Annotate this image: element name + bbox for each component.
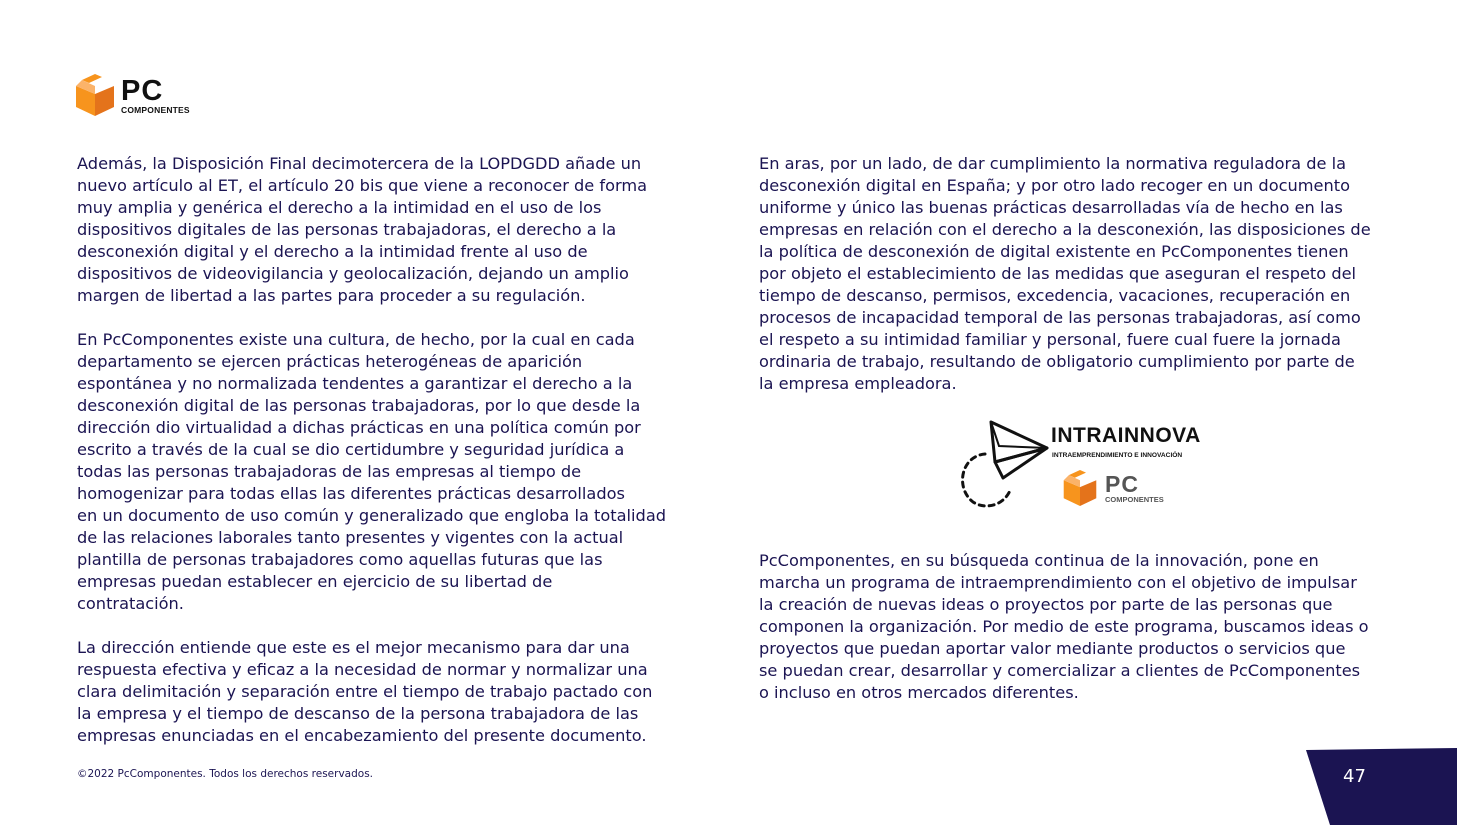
logo-brand: PC [121,75,164,107]
paragraph-intraemprendimiento: PcComponentes, en su búsqueda continua de la innovación, pone en marcha un programa de intraemprendimiento con el objetivo de impulsar la creación de nuevas ideas o proyectos por parte de las personas que componen la organización. Por medio de este programa, buscamos ideas o proyectos que puedan aportar valor mediante productos o servicios que se puedan crear, desarrollar y comercializar a clientes de PcComponentes o incluso en otros mercados diferentes. [759,551,1369,702]
intrainnova-brand: PC [1105,471,1139,497]
page-number-tab [1304,748,1457,825]
pccomponentes-box-icon [1061,470,1099,506]
intrainnova-subtitle: INTRAEMPRENDIMIENTO E INNOVACIÓN [1052,452,1183,459]
intraemprendimiento-section [759,550,1429,704]
pccomponentes-box-icon [76,74,114,116]
paragraph-direccion: La dirección entiende que este es el mejor mecanismo para dar una respuesta efectiva y eficaz a la necesidad de normar y normalizar una clara delimitación y separación entre el tiempo de trabajo pactado con la empresa y el tiempo de descanso de la persona trabajadora de las empresas enunciadas en el encabezamiento del presente documento. [77,638,653,745]
left-column [77,153,717,769]
paragraph-lopdgdd: Además, la Disposición Final decimotercera de la LOPDGDD añade un nuevo artículo al ET, el artículo 20 bis que viene a reconocer de forma muy amplia y genérica el derecho a la intimidad en el uso de los dispositivos digitales de las personas trabajadoras, el derecho a la desconexión digital y el derecho a la intimidad frente al uso de dispositivos de videovigilancia y geolocalización, dejando un amplio margen de libertad a las partes para proceder a su regulación. [77,154,648,305]
copyright-footer: ©2022 PcComponentes. Todos los derechos reservados. [77,768,373,780]
pccomponentes-logo [76,74,196,116]
intrainnova-brand-subtitle: COMPONENTES [1105,495,1164,504]
logo-subtitle: COMPONENTES [121,105,190,115]
paper-plane-icon [955,418,1055,513]
intrainnova-logo [955,418,1205,513]
right-column [759,153,1429,417]
page-number: 47 [1343,766,1366,787]
paragraph-normativa: En aras, por un lado, de dar cumplimiento la normativa reguladora de la desconexión digital en España; y por otro lado recoger en un documento uniforme y único las buenas prácticas desarrolladas vía de hecho en las empresas en relación con el derecho a la desconexión, las disposiciones de la política de desconexión de digital existente en PcComponentes tienen por objeto el establecimiento de las medidas que aseguran el respeto del tiempo de descanso, permisos, excedencia, vacaciones, recuperación en procesos de incapacidad temporal de las personas trabajadoras, así como el respeto a su intimidad familiar y personal, fuere cual fuere la jornada ordinaria de trabajo, resultando de obligatorio cumplimiento por parte de la empresa empleadora. [759,154,1371,393]
intrainnova-title: INTRAINNOVA [1051,424,1201,447]
paragraph-cultura: En PcComponentes existe una cultura, de hecho, por la cual en cada departamento se ejercen prácticas heterogéneas de aparición espontánea y no normalizada tendentes a garantizar el derecho a la desconexión digital de las personas trabajadoras, por lo que desde la dirección dio virtualidad a dichas prácticas en una política común por escrito a través de la cual se dio certidumbre y seguridad jurídica a todas las personas trabajadoras de las empresas al tiempo de homogenizar para todas ellas las diferentes prácticas desarrollados en un documento de uso común y generalizado que engloba la totalidad de las relaciones laborales tanto presentes y vigentes con la actual plantilla de personas trabajadores como aquellas futuras que las empresas puedan establecer en ejercicio de su libertad de contratación. [77,330,667,613]
